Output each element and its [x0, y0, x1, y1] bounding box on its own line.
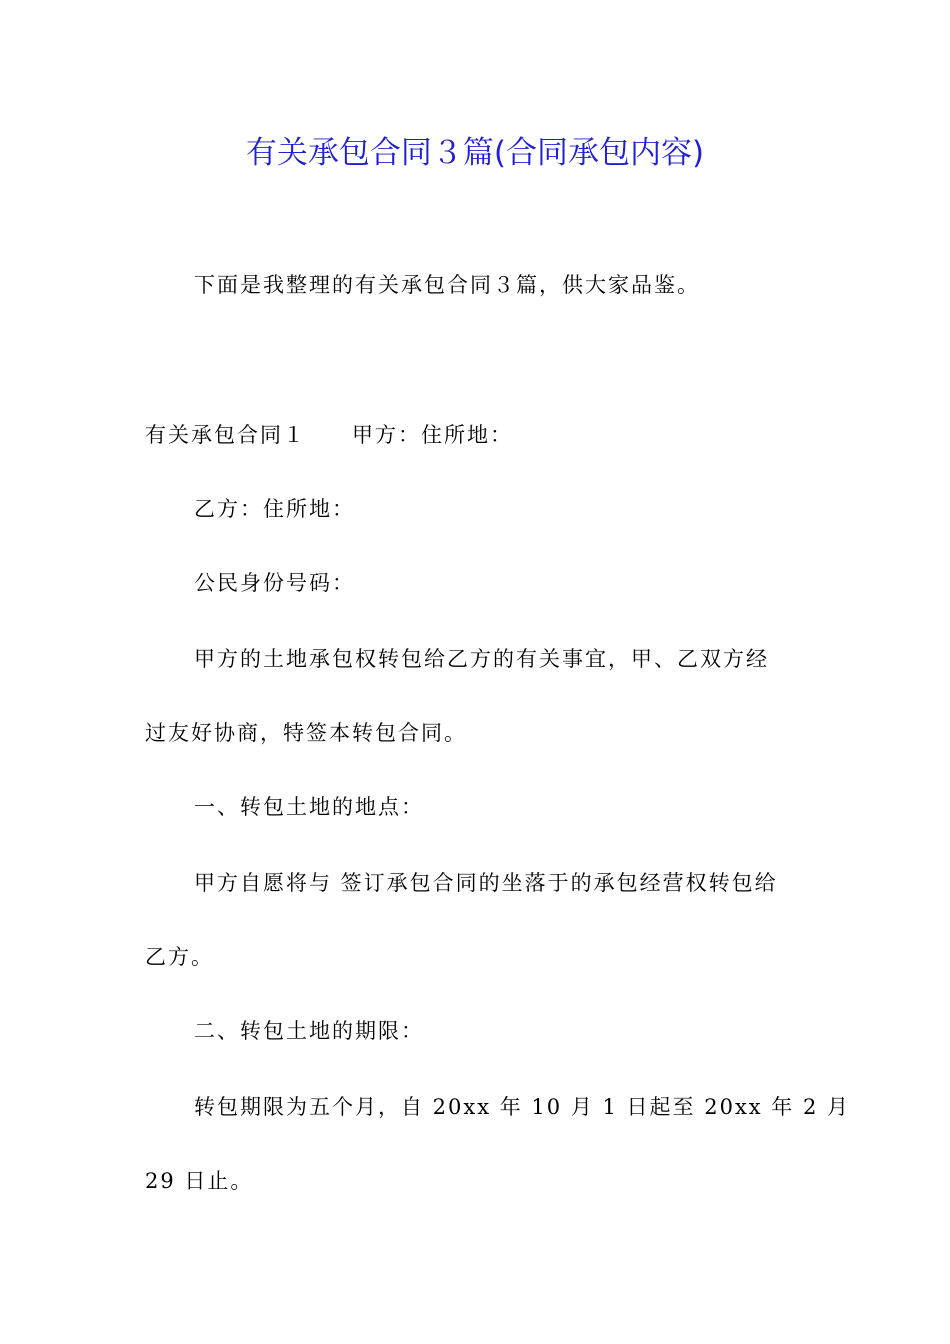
clause-1-line-1: 甲方自愿将与 签订承包合同的坐落于的承包经营权转包给 — [194, 871, 778, 895]
party-a-line: 甲方：住所地： — [352, 423, 513, 447]
clause-1-heading: 一、转包土地的地点： — [194, 795, 424, 819]
intro-paragraph: 下面是我整理的有关承包合同３篇，供大家品鉴。 — [194, 273, 700, 297]
clause-2-line-1: 转包期限为五个月，自 20xx 年 10 月 1 日起至 20xx 年 2 月 — [194, 1095, 851, 1119]
clause-2-heading: 二、转包土地的期限： — [194, 1019, 424, 1043]
document-title: 有关承包合同３篇(合同承包内容) — [245, 135, 705, 171]
clause-1-line-2: 乙方。 — [145, 945, 214, 969]
party-b-line: 乙方：住所地： — [194, 497, 355, 521]
paragraph-1-line-1: 甲方的土地承包权转包给乙方的有关事宜，甲、乙双方经 — [194, 647, 769, 671]
paragraph-1-line-2: 过友好协商，特签本转包合同。 — [145, 721, 467, 745]
section-1-heading: 有关承包合同１ — [145, 423, 306, 447]
section-1-header-line — [145, 420, 513, 450]
clause-2-line-2: 29 日止。 — [145, 1169, 254, 1193]
id-number-line: 公民身份号码： — [194, 571, 355, 595]
